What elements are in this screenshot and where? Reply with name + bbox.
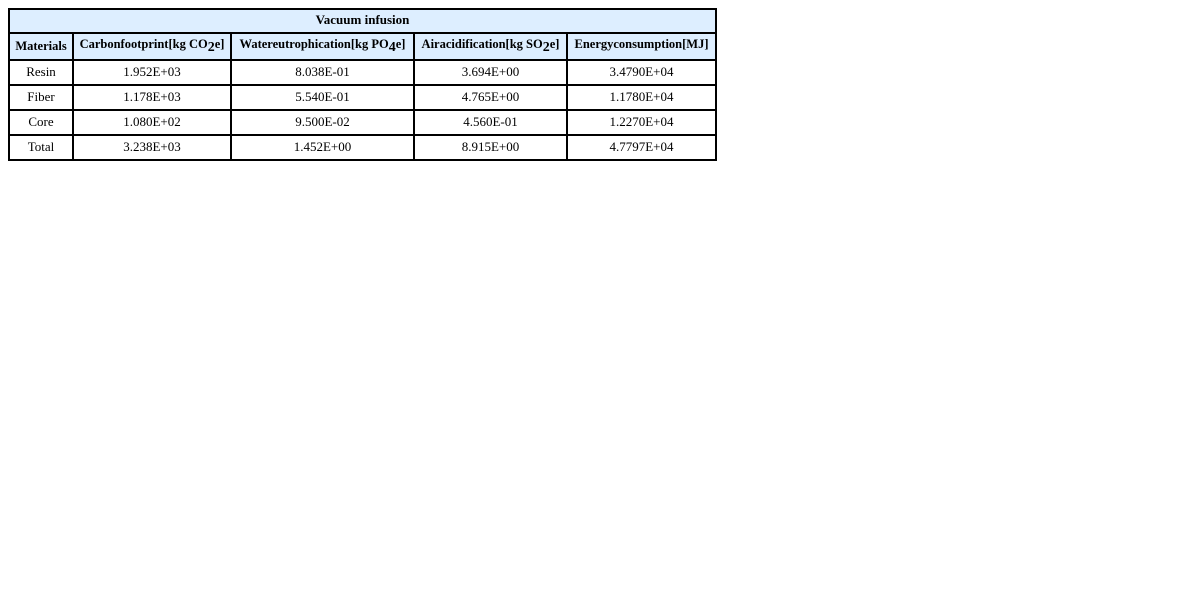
table-title-row	[9, 9, 716, 33]
cell-carbon: 1.952E+03	[73, 60, 231, 85]
header-water-eutrophication: Watereutrophication[kg PO4e]	[231, 33, 414, 60]
cell-carbon: 1.178E+03	[73, 85, 231, 110]
cell-carbon: 3.238E+03	[73, 135, 231, 160]
cell-material: Total	[9, 135, 73, 160]
cell-material: Resin	[9, 60, 73, 85]
cell-air: 4.765E+00	[414, 85, 567, 110]
table-row	[9, 135, 716, 160]
cell-water: 8.038E-01	[231, 60, 414, 85]
header-carbon-footprint: Carbonfootprint[kg CO2e]	[73, 33, 231, 60]
cell-water: 9.500E-02	[231, 110, 414, 135]
cell-energy: 1.1780E+04	[567, 85, 716, 110]
cell-air: 4.560E-01	[414, 110, 567, 135]
table-header-row	[9, 33, 716, 60]
cell-material: Fiber	[9, 85, 73, 110]
table-row	[9, 85, 716, 110]
header-air-acidification: Airacidification[kg SO2e]	[414, 33, 567, 60]
cell-energy: 4.7797E+04	[567, 135, 716, 160]
cell-energy: 1.2270E+04	[567, 110, 716, 135]
table-row	[9, 60, 716, 85]
cell-water: 5.540E-01	[231, 85, 414, 110]
vacuum-infusion-table	[8, 8, 717, 161]
cell-air: 3.694E+00	[414, 60, 567, 85]
table-row	[9, 110, 716, 135]
cell-carbon: 1.080E+02	[73, 110, 231, 135]
header-materials: Materials	[9, 33, 73, 60]
table-container	[8, 8, 717, 161]
header-energy-consumption: Energyconsumption[MJ]	[567, 33, 716, 60]
cell-material: Core	[9, 110, 73, 135]
table-title: Vacuum infusion	[9, 9, 716, 33]
cell-air: 8.915E+00	[414, 135, 567, 160]
cell-energy: 3.4790E+04	[567, 60, 716, 85]
cell-water: 1.452E+00	[231, 135, 414, 160]
